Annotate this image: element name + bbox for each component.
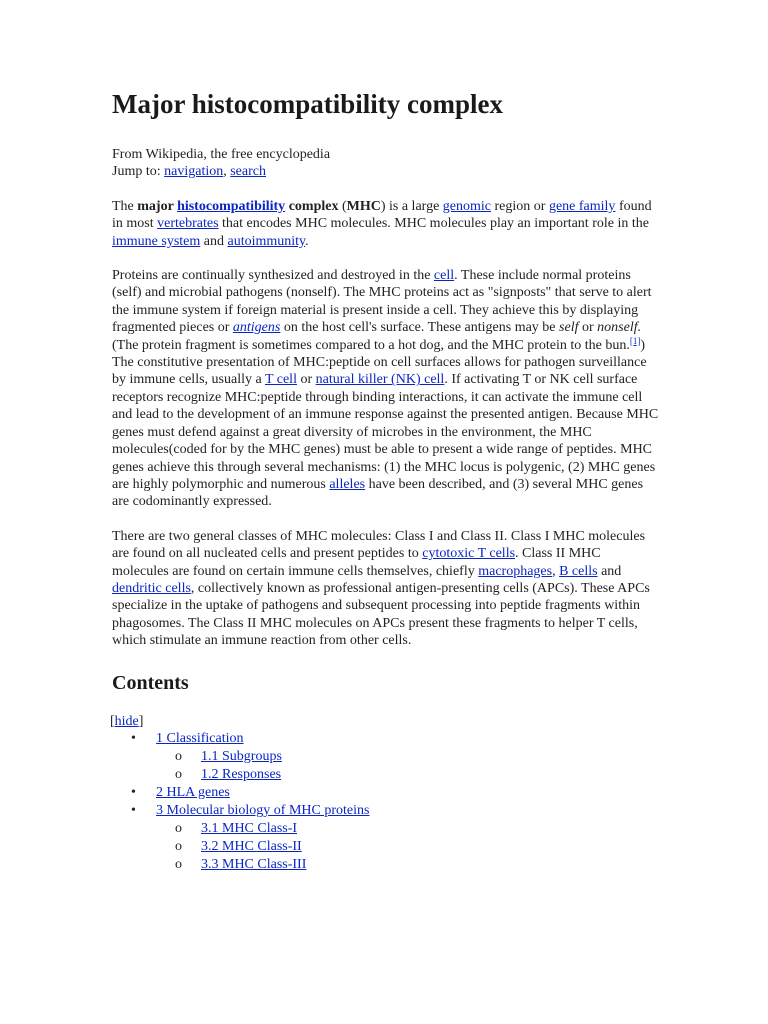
article (112, 86, 660, 874)
toc-item-mhc-class-i (112, 820, 660, 838)
toc-link[interactable]: 3 Molecular biology of MHC proteins (156, 802, 370, 818)
vertebrates-link[interactable]: vertebrates (157, 216, 219, 232)
gene-family-link[interactable]: gene family (548, 198, 616, 214)
circle-bullet-icon: o (175, 856, 182, 872)
toc-link[interactable]: 3.1 MHC Class-I (201, 820, 298, 836)
histocompatibility-link[interactable]: histocompatibility (177, 198, 286, 214)
toc-link[interactable]: 1 Classification (156, 730, 244, 746)
antigens-link[interactable]: antigens (232, 320, 281, 336)
b-cells-link[interactable]: B cells (559, 563, 598, 579)
natural-killer-link[interactable]: natural killer (NK) cell (315, 372, 445, 388)
cell-link[interactable]: cell (433, 268, 455, 284)
jump-to-line (112, 163, 660, 180)
toc-link[interactable]: 3.3 MHC Class-III (201, 856, 307, 872)
contents-heading: Contents (112, 671, 189, 694)
toc-link[interactable]: 2 HLA genes (156, 784, 230, 800)
toc-link[interactable]: 1.1 Subgroups (201, 748, 282, 764)
bullet-icon: • (131, 730, 136, 746)
bullet-icon: • (131, 802, 136, 818)
page-title: Major histocompatibility complex (112, 89, 503, 119)
classes-paragraph: There are two general classes of MHC molecules: Class I and Class II. Class I MHC molecules are found on all nucleated cells and present peptides to cytotoxic T cells. Class II MHC molecules are found on certain immune cells themselves, chiefly macrophages, B cells and dendritic cells, collectively known as professional antigen-presenting cells (APCs). These APCs specialize in the uptake of pathogens and subsequent processing into peptide fragments within phagosomes. The Class II MHC molecules on APCs present these fragments to helper T cells, which stimulate an immune reaction from other cells. (112, 528, 650, 649)
toc-item-responses (112, 766, 660, 784)
toc-link[interactable]: 1.2 Responses (201, 766, 282, 782)
circle-bullet-icon: o (175, 838, 182, 854)
t-cell-link[interactable]: T cell (264, 372, 297, 388)
jump-separator: , (223, 164, 231, 180)
site-subtitle: From Wikipedia, the free encyclopedia (112, 147, 331, 162)
circle-bullet-icon: o (175, 748, 182, 764)
reference-1-link[interactable]: [1] (629, 335, 641, 346)
dendritic-cells-link[interactable]: dendritic cells (112, 580, 191, 596)
intro-paragraph: The major histocompatibility complex (MHC) is a large genomic region or gene family found in most vertebrates that encodes MHC molecules. MHC molecules play an important role in the immune system and autoimmunity. (112, 198, 652, 249)
toc-item-molecular-biology (112, 802, 660, 820)
bullet-icon: • (131, 784, 136, 800)
toc-item-mhc-class-iii (112, 856, 660, 874)
cytotoxic-t-cells-link[interactable]: cytotoxic T cells (422, 546, 516, 562)
table-of-contents (112, 730, 660, 874)
circle-bullet-icon: o (175, 766, 182, 782)
search-link[interactable]: search (230, 164, 266, 180)
toc-link[interactable]: 3.2 MHC Class-II (201, 838, 302, 854)
circle-bullet-icon: o (175, 820, 182, 836)
autoimmunity-link[interactable]: autoimmunity (227, 233, 306, 249)
jump-label: Jump to: (112, 164, 165, 180)
toc-item-classification (112, 730, 660, 748)
hide-toc-link[interactable]: hide (114, 713, 139, 729)
toc-toggle: [hide] (110, 713, 144, 729)
alleles-link[interactable]: alleles (329, 476, 366, 492)
signposts-paragraph: Proteins are continually synthesized and destroyed in the cell. These include normal proteins (self) and microbial pathogens (nonself). The MHC proteins act as "signposts" that serve to alert the immune system if foreign material is present inside a cell. They achieve this by displaying fragmented pieces or antigens on the host cell's surface. These antigens may be self or nonself. (The protein fragment is sometimes compared to a hot dog, and the MHC protein to the bun.[1]) The constitutive presentation of MHC:peptide on cell surfaces allows for pathogen surveillance by immune cells, usually a T cell or natural killer (NK) cell. If activating T or NK cell surface receptors recognize MHC:peptide through binding interactions, it can activate the immune cell and lead to the development of an immune response against the presented antigen. Because MHC genes must defend against a great diversity of microbes in the environment, the MHC molecules(coded for by the MHC genes) must be able to present a wide range of peptides. MHC genes achieve this through several mechanisms: (1) the MHC locus is polygenic, (2) MHC genes are highly polymorphic and numerous alleles have been described, and (3) several MHC genes are codominantly expressed. (112, 268, 659, 510)
toc-item-subgroups (112, 748, 660, 766)
navigation-link[interactable]: navigation (164, 164, 224, 180)
genomic-link[interactable]: genomic (442, 198, 492, 214)
immune-system-link[interactable]: immune system (112, 233, 201, 249)
toc-item-hla-genes (112, 784, 660, 802)
macrophages-link[interactable]: macrophages (478, 563, 553, 579)
toc-item-mhc-class-ii (112, 838, 660, 856)
